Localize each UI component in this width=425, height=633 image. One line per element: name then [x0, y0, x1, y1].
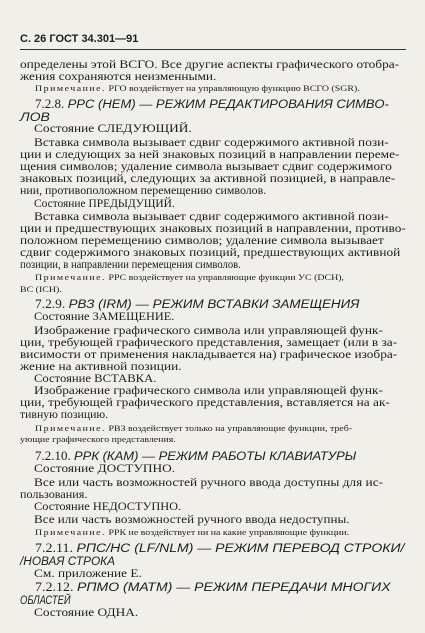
- section-number: 7.2.11.: [35, 541, 77, 555]
- line-text: щения символов; удаление символа вызывает сдвиг содержимого: [20, 160, 392, 173]
- section-number: 7.2.8.: [35, 97, 68, 111]
- body-text-line: [34, 477, 383, 489]
- body-text-line: [20, 349, 397, 361]
- section-title: ОБЛАСТЕЙ: [20, 593, 71, 607]
- line-text: Все или часть возможностей ручного ввода недоступны.: [34, 513, 350, 526]
- line-text: пользования.: [20, 488, 88, 501]
- body-text-line: [20, 59, 399, 71]
- section-title: РПМО (МАТМ) — РЕЖИМ ПЕРЕДАЧИ МНОГИХ: [77, 580, 391, 594]
- line-text: РВЗ воздействует только на управляющие функции, треб-: [106, 423, 353, 433]
- line-text: Состояние НЕДОСТУПНО.: [34, 500, 182, 513]
- body-text-line: [34, 463, 175, 475]
- line-text: висимости от применения накладывается на) графическое изобра-: [20, 348, 398, 361]
- note-line: [20, 285, 62, 294]
- line-text: Состояние ЗАМЕЩЕНИЕ.: [34, 310, 175, 323]
- body-text-line: [20, 337, 397, 349]
- line-text: См. приложение Е.: [34, 567, 142, 580]
- line-text: ции, требующей графического представления, замещает (или в за-: [20, 336, 398, 349]
- line-text: позиции, в направлении перемещения символов.: [20, 258, 241, 271]
- body-text-line: [20, 409, 108, 421]
- line-text: РГО воздействует на управляющую функцию ВСГО (SGR).: [106, 83, 360, 93]
- body-text-line: [34, 325, 383, 337]
- body-text-line: [20, 259, 241, 271]
- line-text: определены этой ВСГО. Все другие аспекты графического отобра-: [20, 58, 400, 71]
- body-text-line: [34, 211, 389, 223]
- header-rule: [20, 49, 406, 50]
- line-text: Изображение графического символа или управляющей функ-: [34, 384, 383, 397]
- section-number: 7.2.12.: [35, 580, 78, 594]
- line-text: положном перемещению символов; удаление символа вызывает: [20, 234, 384, 247]
- line-text: Вставка символа вызывает сдвиг содержимого активной пози-: [34, 210, 389, 223]
- body-text-line: [20, 247, 400, 259]
- line-text: тивную позицию.: [20, 408, 109, 421]
- line-text: нии, противоположном перемещению символов.: [20, 184, 267, 197]
- note-line: [35, 528, 349, 537]
- body-text-line: [34, 607, 138, 619]
- section-title: РРС (НЕМ) — РЕЖИМ РЕДАКТИРОВАНИЯ СИМВО-: [67, 97, 389, 111]
- body-text-line: [34, 568, 142, 580]
- section-title: РРК (КАМ) — РЕЖИМ РАБОТЫ КЛАВИАТУРЫ: [73, 449, 357, 463]
- line-text: Состояние ПРЕДЫДУЩИЙ.: [34, 197, 175, 210]
- body-text-line: [20, 71, 216, 83]
- note-label: Примечание.: [35, 527, 107, 537]
- body-text-line: [34, 311, 174, 323]
- line-text: ции, требующей графического представления, вставляется на ак-: [20, 396, 390, 409]
- body-text-line: [34, 501, 181, 513]
- line-text: сдвиг содержимого знаковых позиций, предшествующих активной: [20, 246, 401, 259]
- note-label: Примечание.: [35, 83, 107, 93]
- line-text: Все или часть возможностей ручного ввода доступны для ис-: [34, 476, 384, 489]
- line-text: знаковых позиций, следующих за активной позицией, в направле-: [20, 172, 396, 185]
- section-heading-line: [35, 542, 404, 554]
- note-line: [35, 424, 352, 433]
- section-heading-line: [35, 450, 356, 462]
- note-line: [35, 84, 360, 93]
- line-text: Изображение графического символа или управляющей функ-: [34, 324, 383, 337]
- body-text-line: [20, 149, 399, 161]
- line-text: РРС воздействует на управляющие функции УС (DCH),: [106, 272, 345, 282]
- line-text: Вставка символа вызывает сдвиг содержимого активной пози-: [34, 136, 389, 149]
- section-title: РВЗ (IRM) — РЕЖИМ ВСТАВКИ ЗАМЕЩЕНИЯ: [68, 297, 360, 311]
- note-label: Примечание.: [35, 272, 107, 282]
- line-text: Состояние ДОСТУПНО.: [34, 462, 176, 475]
- line-text: ции и следующих за ней знаковых позиций в направлении переме-: [20, 148, 400, 161]
- section-number: 7.2.9.: [35, 297, 69, 311]
- section-heading-line: [35, 298, 359, 310]
- line-text: ции и предшествующих знаковых позиций в направлении, противо-: [20, 222, 406, 235]
- note-line: [20, 435, 176, 444]
- page-header: С. 26 ГОСТ 34.301—91: [20, 33, 139, 45]
- body-text-line: [34, 198, 175, 210]
- body-text-line: [34, 123, 192, 135]
- line-text: РРК не воздействует ни на какие управляющие функции.: [106, 527, 350, 537]
- body-text-line: [34, 385, 383, 397]
- line-text: ующие графического представления.: [20, 434, 176, 444]
- section-title: /НОВАЯ СТРОКА: [20, 554, 115, 568]
- body-text-line: [20, 185, 266, 197]
- body-text-line: [20, 235, 384, 247]
- section-heading-line: [35, 98, 389, 110]
- note-line: [35, 273, 344, 282]
- section-heading-line: [20, 594, 71, 606]
- body-text-line: [34, 514, 350, 526]
- body-text-line: [20, 489, 87, 501]
- line-text: ВС (ICH).: [20, 284, 62, 294]
- section-heading-line: [35, 581, 391, 593]
- section-heading-line: [20, 555, 115, 567]
- section-title: ЛОВ: [20, 110, 50, 124]
- body-text-line: [20, 223, 406, 235]
- body-text-line: [20, 361, 182, 373]
- body-text-line: [20, 173, 395, 185]
- line-text: Состояние СЛЕДУЮЩИЙ.: [34, 122, 192, 135]
- body-text-line: [20, 161, 392, 173]
- line-text: Состояние ОДНА.: [34, 606, 139, 619]
- section-number: 7.2.10.: [35, 449, 74, 463]
- note-label: Примечание.: [35, 423, 107, 433]
- line-text: жение на активной позиции.: [20, 360, 182, 373]
- body-text-line: [34, 373, 156, 385]
- line-text: жения сохраняются неизменными.: [20, 70, 217, 83]
- section-title: РПС/НС (LF/NLM) — РЕЖИМ ПЕРЕВОД СТРОКИ/: [76, 541, 405, 555]
- body-text-line: [34, 137, 389, 149]
- line-text: Состояние ВСТАВКА.: [34, 372, 157, 385]
- body-text-line: [20, 397, 390, 409]
